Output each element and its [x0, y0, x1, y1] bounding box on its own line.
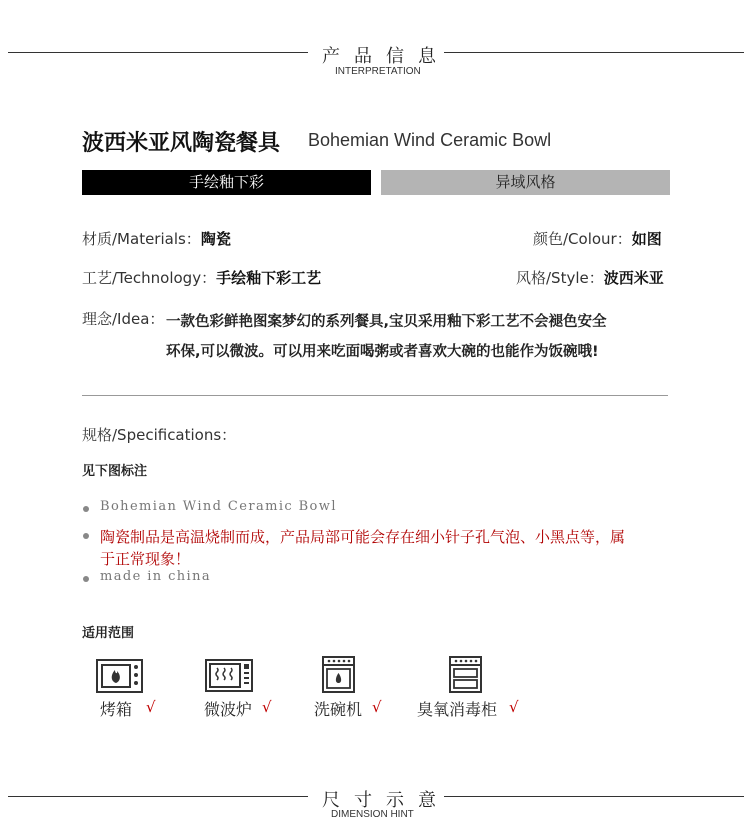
idea-text-line1: 一款色彩鲜艳图案梦幻的系列餐具,宝贝采用釉下彩工艺不会褪色安全	[166, 314, 607, 330]
spec-bullet-product-name: Bohemian Wind Ceramic Bowl	[100, 499, 337, 514]
check-mark: √	[262, 698, 272, 716]
product-title-en: Bohemian Wind Ceramic Bowl	[308, 130, 552, 150]
header-line-left	[8, 52, 308, 53]
colour-value: 如图	[631, 230, 662, 248]
bullet-dot	[83, 506, 89, 512]
materials-value: 陶瓷	[200, 230, 231, 248]
idea-text-line2: 环保,可以微波。可以用来吃面喝粥或者喜欢大碗的也能作为饭碗哦!	[166, 344, 599, 360]
sterilizer-cabinet-icon	[449, 656, 482, 693]
materials-label: 材质/Materials：	[82, 230, 201, 248]
section-subtitle-dimension: DIMENSION HINT	[331, 809, 414, 820]
colour-row	[533, 228, 662, 249]
footer-line-left	[8, 796, 308, 797]
oven-check	[146, 698, 156, 716]
dishwasher-label: 洗碗机	[314, 700, 363, 719]
spec-bullet-origin: made in china	[100, 569, 212, 584]
style-value: 波西米亚	[603, 269, 664, 287]
spec-bullet-warning-line2: 于正常现象！	[100, 550, 191, 568]
divider	[82, 395, 668, 396]
tag-hand-painted: 手绘釉下彩	[82, 170, 371, 195]
sterilizer-label: 臭氧消毒柜	[417, 700, 498, 719]
microwave-label: 微波炉	[204, 700, 253, 719]
materials-row	[82, 228, 231, 249]
microwave-check	[262, 698, 272, 716]
section-title-dimension: 尺寸示意	[322, 790, 450, 811]
sterilizer-check	[509, 698, 519, 716]
spec-bullet-warning-line1: 陶瓷制品是高温烧制而成，产品局部可能会存在细小针子孔气泡、小黑点等，属	[100, 528, 626, 546]
colour-label: 颜色/Colour：	[533, 230, 632, 248]
oven-label: 烤箱	[100, 700, 133, 719]
technology-label: 工艺/Technology：	[82, 269, 217, 287]
style-label: 风格/Style：	[516, 269, 604, 287]
bullet-dot	[83, 533, 89, 539]
dishwasher-check	[372, 698, 382, 716]
style-row	[516, 267, 664, 288]
technology-value: 手绘釉下彩工艺	[216, 269, 322, 287]
usage-scope-title: 适用范围	[82, 626, 135, 641]
section-subtitle: INTERPRETATION	[335, 66, 421, 77]
idea-label: 理念/Idea：	[82, 310, 165, 328]
check-mark: √	[146, 698, 156, 716]
header-line-right	[444, 52, 744, 53]
oven-icon	[96, 659, 143, 693]
check-mark: √	[372, 698, 382, 716]
tag-exotic-style: 异域风格	[381, 170, 670, 195]
dishwasher-icon	[322, 656, 355, 693]
specifications-label: 规格/Specifications：	[82, 426, 237, 444]
technology-row	[82, 267, 321, 288]
product-title: 波西米亚风陶瓷餐具	[82, 131, 281, 156]
check-mark: √	[509, 698, 519, 716]
specifications-note: 见下图标注	[82, 464, 148, 479]
microwave-icon	[205, 659, 253, 692]
footer-line-right	[444, 796, 744, 797]
bullet-dot	[83, 576, 89, 582]
section-title-product-info: 产品信息	[322, 46, 450, 67]
